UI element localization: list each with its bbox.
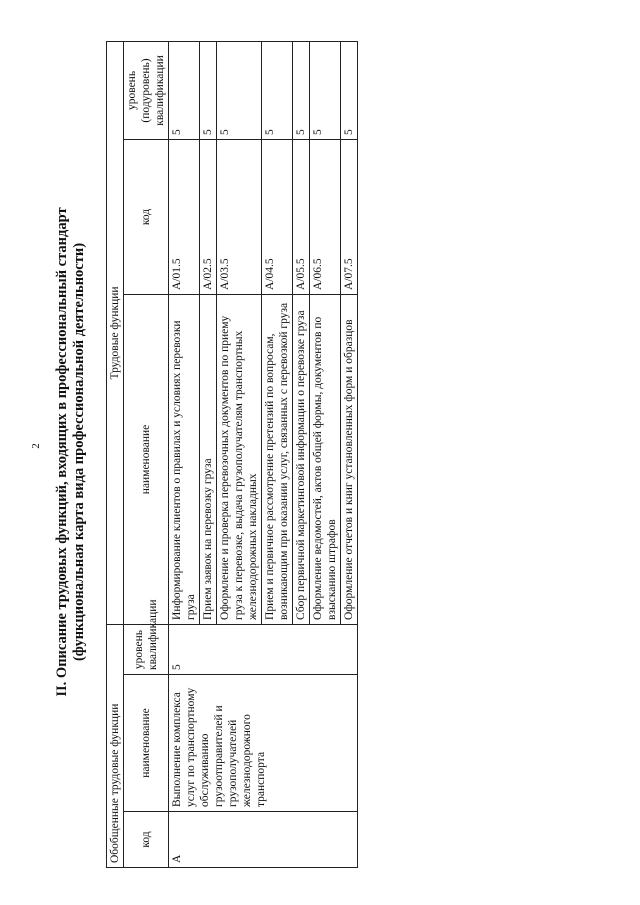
header-function-code: код xyxy=(124,139,169,294)
function-name: Оформление отчетов и книг установленных форм и образцов xyxy=(341,294,358,624)
section-title-line-1: II. Описание трудовых функций, входящих в профессиональный стандарт xyxy=(54,207,70,697)
function-level: 5 xyxy=(341,41,358,139)
function-name: Оформление и проверка перевозочных документов по приему груза к перевозке, выдача грузополучателям транспортных железнодорожных накладных xyxy=(217,294,262,624)
function-code: А/07.5 xyxy=(341,139,358,294)
function-name: Оформление ведомостей, актов общей формы, документов по взысканию штрафов xyxy=(310,294,341,624)
function-level: 5 xyxy=(310,41,341,139)
page-number: 2 xyxy=(29,443,42,449)
header-code: код xyxy=(124,812,169,868)
function-level: 5 xyxy=(293,41,310,139)
function-level: 5 xyxy=(217,41,262,139)
generalized-code: А xyxy=(169,812,358,868)
generalized-level: 5 xyxy=(169,624,358,674)
header-name: наименование xyxy=(124,675,169,812)
header-generalized-functions: Обобщенные трудовые функции xyxy=(107,624,124,867)
header-function-name: наименование xyxy=(124,294,169,624)
rotated-page-content xyxy=(50,16,574,888)
function-code: А/02.5 xyxy=(200,139,217,294)
function-name: Информирование клиентов о правилах и условиях перевозки груза xyxy=(169,294,200,624)
function-code: А/01.5 xyxy=(169,139,200,294)
functional-map-table xyxy=(106,41,358,868)
section-title xyxy=(54,26,88,878)
header-function-level: уровень (подуровень) квалификации xyxy=(124,41,169,139)
function-code: А/03.5 xyxy=(217,139,262,294)
function-name: Прием и первичное рассмотрение претензий по вопросам, возникающим при оказании услуг, связанных с перевозкой груза xyxy=(262,294,293,624)
function-name: Сбор первичной маркетинговой информации о перевозке груза xyxy=(293,294,310,624)
function-level: 5 xyxy=(200,41,217,139)
function-code: А/06.5 xyxy=(310,139,341,294)
generalized-name: Выполнение комплекса услуг по транспортному обслуживанию грузоотправителей и грузополучателей железнодорожного транспорта xyxy=(169,675,358,812)
function-code: А/04.5 xyxy=(262,139,293,294)
header-labor-functions: Трудовые функции xyxy=(107,41,124,624)
table-row xyxy=(169,41,200,867)
header-level: уровень квалификации xyxy=(124,624,169,674)
function-level: 5 xyxy=(169,41,200,139)
section-title-line-2: (функциональная карта вида профессиональной деятельности) xyxy=(71,242,87,662)
function-name: Прием заявок на перевозку груза xyxy=(200,294,217,624)
function-level: 5 xyxy=(262,41,293,139)
function-code: А/05.5 xyxy=(293,139,310,294)
